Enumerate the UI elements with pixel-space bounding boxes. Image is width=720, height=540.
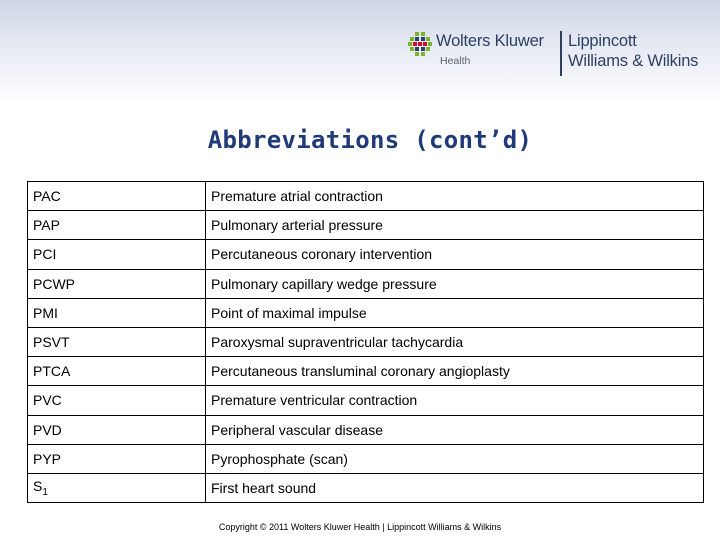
abbreviation-cell	[28, 298, 206, 327]
abbreviation-cell	[28, 182, 206, 211]
partner-name-line-2: Williams & Wilkins	[568, 52, 699, 70]
table-row	[28, 473, 704, 502]
definition-cell: Paroxysmal supraventricular tachycardia	[206, 327, 704, 356]
abbreviation-subscript: 1	[42, 486, 48, 498]
abbreviation-cell	[28, 473, 206, 502]
abbreviation-cell	[28, 269, 206, 298]
abbreviation-text: S	[33, 478, 43, 495]
abbreviation-text: PSVT	[33, 334, 70, 351]
brand-subtitle: Health	[440, 55, 471, 67]
abbreviation-cell	[28, 357, 206, 386]
table-row	[28, 211, 704, 240]
definition-cell: First heart sound	[206, 473, 704, 502]
copyright-footer: Copyright © 2011 Wolters Kluwer Health | Lippincott Williams & Wilkins	[218, 522, 502, 532]
abbreviation-cell	[28, 211, 206, 240]
abbreviation-text: PVC	[33, 392, 62, 409]
publisher-logo	[407, 28, 717, 80]
table-row	[28, 444, 704, 473]
abbreviation-cell	[28, 327, 206, 356]
abbreviation-text: PCI	[33, 246, 57, 263]
abbreviation-text: PAC	[33, 188, 61, 205]
definition-cell: Pulmonary arterial pressure	[206, 211, 704, 240]
definition-cell: Percutaneous transluminal coronary angioplasty	[206, 357, 704, 386]
table-row	[28, 269, 704, 298]
brand-name: Wolters Kluwer	[436, 32, 544, 50]
slide-title: Abbreviations (cont’d)	[207, 126, 533, 154]
abbreviation-cell	[28, 415, 206, 444]
abbreviation-cell	[28, 386, 206, 415]
table-row	[28, 182, 704, 211]
table-row	[28, 327, 704, 356]
abbreviation-text: PMI	[33, 304, 58, 321]
abbreviation-text: PTCA	[33, 363, 71, 380]
definition-cell: Premature atrial contraction	[206, 182, 704, 211]
definition-cell: Peripheral vascular disease	[206, 415, 704, 444]
table-row	[28, 386, 704, 415]
abbreviation-text: PYP	[33, 450, 62, 467]
definition-cell: Point of maximal impulse	[206, 298, 704, 327]
table-row	[28, 357, 704, 386]
logo-divider	[560, 31, 562, 76]
abbreviation-text: PCWP	[33, 275, 75, 292]
table-row	[28, 415, 704, 444]
abbreviations-table	[27, 181, 704, 503]
partner-name-line-1: Lippincott	[568, 32, 637, 50]
abbreviation-cell	[28, 444, 206, 473]
definition-cell: Pulmonary capillary wedge pressure	[206, 269, 704, 298]
definition-cell: Premature ventricular contraction	[206, 386, 704, 415]
table-row	[28, 240, 704, 269]
wolters-kluwer-globe-icon	[407, 31, 433, 57]
table-row	[28, 298, 704, 327]
definition-cell: Pyrophosphate (scan)	[206, 444, 704, 473]
abbreviation-text: PAP	[33, 217, 60, 234]
definition-cell: Percutaneous coronary intervention	[206, 240, 704, 269]
abbreviation-cell	[28, 240, 206, 269]
abbreviation-text: PVD	[33, 421, 62, 438]
